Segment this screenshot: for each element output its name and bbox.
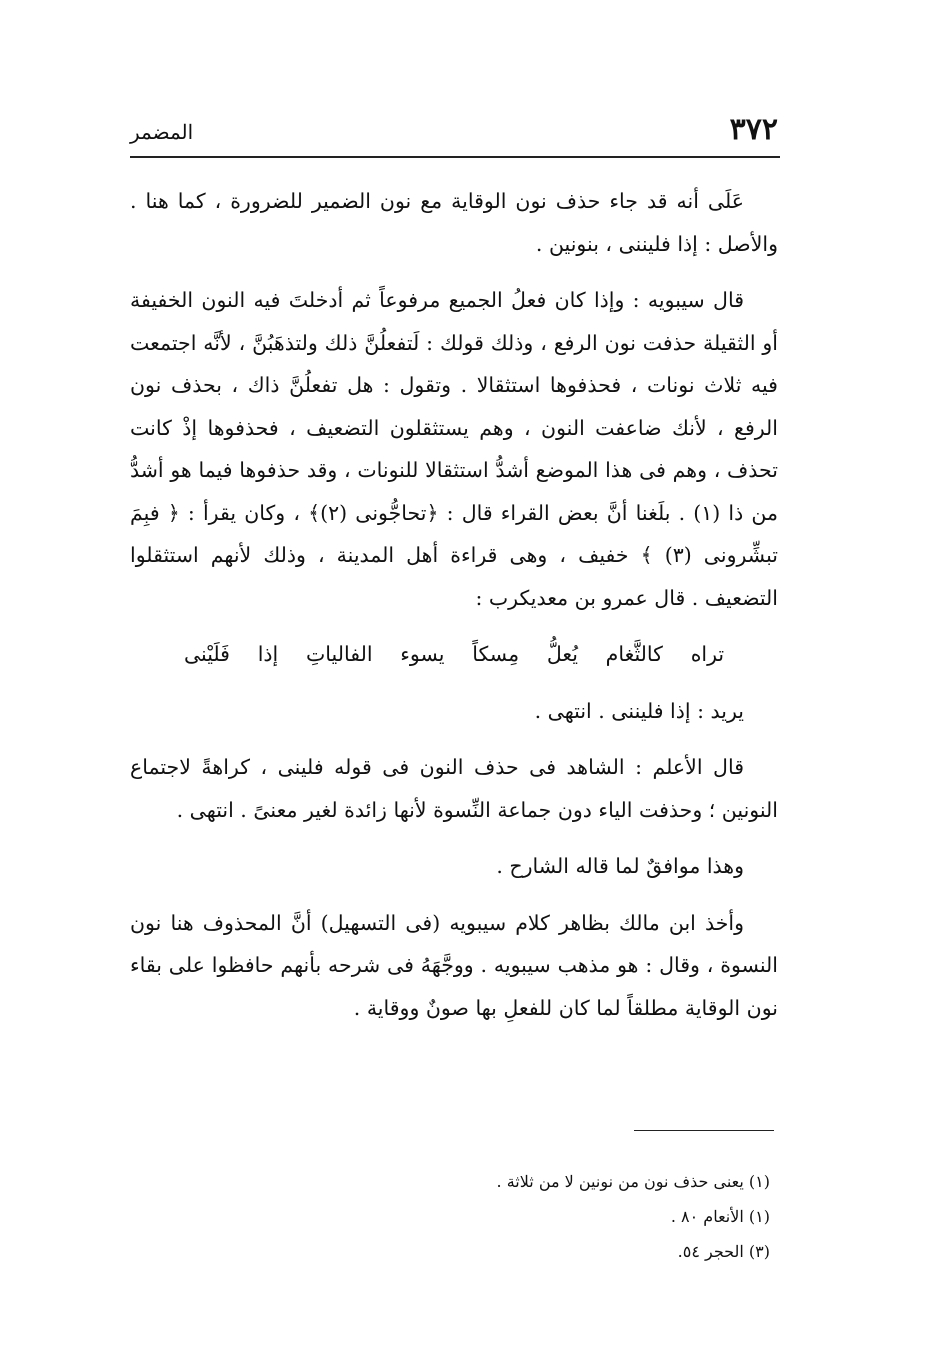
verse-word: يُعلُّ <box>546 642 578 666</box>
paragraph-3: يريد : إذا فليننى . انتهى . <box>534 698 744 723</box>
footnote: (٣) الحجر ٥٤. <box>677 1242 770 1261</box>
running-head <box>130 112 778 152</box>
header-divider <box>130 156 780 158</box>
footnote-divider <box>634 1130 774 1131</box>
verse-word: كالثَّغام <box>605 642 663 666</box>
chapter-title: المضمر <box>130 120 194 144</box>
page-number: ٣٧٢ <box>729 112 778 147</box>
verse-word: مِسكاً <box>472 642 520 666</box>
paragraph-6: وأخذ ابن مالك بظاهر كلام سيبويه (فى التسهيل) أنَّ المحذوف هنا نون النسوة ، وقال : هو مذهب سيبويه . ووجَّهَهُ فى شرحه بأنهم حافظوا على بقاء نون الوقاية مطلقاً لما كان للفعلِ بها صونٌ ووقاية . <box>130 910 778 1020</box>
footnote: (١) الأنعام ٨٠ . <box>670 1207 770 1226</box>
verse-word: الفالياتِ <box>305 642 373 666</box>
verse-word: يسوء <box>400 642 445 666</box>
verse-word: إذا <box>257 642 279 666</box>
footnotes <box>300 1164 770 1269</box>
body-text <box>130 180 778 1043</box>
paragraph-2: قال سيبويه : وإذا كان فعلُ الجميع مرفوعاً ثم أدخلتَ فيه النون الخفيفة أو الثقيلة حذفت نون الرفع ، وذلك قولك : لَتفعلُنَّ ذلك ولتذهَبُنَّ ، لأنَّه اجتمعت فيه ثلاث نونات ، فحذفوها استثقالا . وتقول : هل تفعلُنَّ ذاك ، بحذف نون الرفع ، لأنك ضاعفت النون ، وهم يستثقلون التضعيف ، فحذفوها إذْ كانت تحذف ، وهم فى هذا الموضع أشدُّ استثقالا للنونات ، وقد حذفوها فيما هو أشدُّ من ذا (١) . بلَغنا أنَّ بعض القراء قال : ﴿تحاجُّونى (٢)﴾ ، وكان يقرأ : ﴿ فبِمَ تبشِّرونى (٣) ﴾ خفيف ، وهى قراءة أهل المدينة ، وذلك لأنهم استثقلوا التضعيف . قال عمرو بن معديكرب : <box>130 288 778 610</box>
footnote: (١) يعنى حذف نون من نونين لا من ثلاثة . <box>496 1172 770 1191</box>
verse-word: فَلَيْنى <box>183 642 230 666</box>
paragraph-5: وهذا موافقٌ لما قاله الشارح . <box>496 854 744 878</box>
verse-word: تراه <box>690 642 725 666</box>
poetry-verse <box>130 633 778 676</box>
paragraph-1: عَلَى أنه قد جاء حذف نون الوقاية مع نون الضمير للضرورة ، كما هنا . والأصل : إذا فليننى ، بنونين . <box>130 189 778 256</box>
paragraph-4: قال الأعلم : الشاهد فى حذف النون فى قوله فلينى ، كراهةً لاجتماع النونين ؛ وحذفت الياء دون جماعة النِّسوة لأنها زائدة لغير معنىً . انتهى . <box>130 755 778 822</box>
